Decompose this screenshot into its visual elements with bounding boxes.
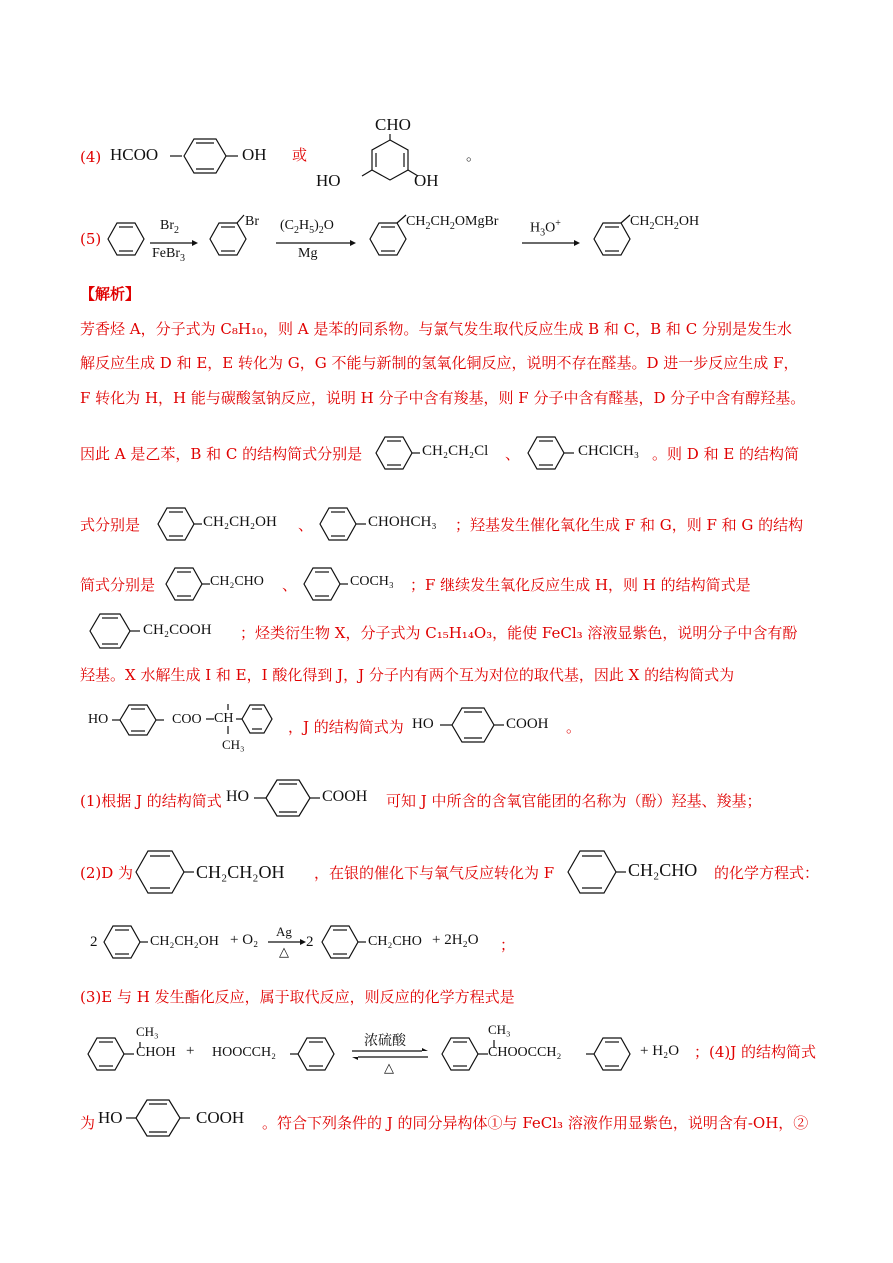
eq3-ring-2 bbox=[290, 1036, 338, 1074]
eq2-coef-1: 2 bbox=[90, 934, 98, 950]
answer-4-benzene-ring-1 bbox=[170, 134, 250, 178]
eq3-hoocch2: HOOCCH₂ bbox=[212, 1045, 276, 1060]
q4-ring bbox=[126, 1098, 206, 1140]
eq2-end: ； bbox=[500, 936, 516, 954]
eq2-heat: △ bbox=[279, 944, 289, 959]
structure-d-ring bbox=[156, 506, 200, 544]
structure-x-ch: CH bbox=[214, 711, 234, 726]
structure-d-chain: CH₂CH₂OH bbox=[203, 514, 277, 530]
bromo-label: Br bbox=[245, 214, 259, 229]
q4-text-b: 。符合下列条件的 J 的同分异构体①与 FeCl₃ 溶液作用显紫色，说明含有-OH，② bbox=[262, 1114, 809, 1132]
structure-x-ch3: CH₃ bbox=[222, 737, 245, 752]
structure-j-ring bbox=[440, 706, 516, 746]
eq2-plus-water: + 2H₂O bbox=[432, 932, 479, 948]
reagent-h3o: $H_3O^+$ bbox=[530, 218, 561, 239]
eq3-ch3-2: CH₃ bbox=[488, 1022, 511, 1037]
analysis-title: 【解析】 bbox=[80, 285, 141, 303]
analysis-line-2: 解反应生成 D 和 E，E 转化为 G，G 不能与新制的氢氧化铜反应，说明不存在醛基。D 进一步反应生成 F， bbox=[80, 354, 799, 372]
q2-text-b: ，在银的催化下与氧气反应转化为 F bbox=[314, 864, 555, 882]
structure-x-coo: COO bbox=[172, 712, 202, 727]
structure-g-ring bbox=[302, 566, 346, 604]
analysis-sep-2: 、 bbox=[298, 516, 314, 534]
q4-text-a: 为 bbox=[80, 1114, 96, 1132]
analysis-line-5a: 式分别是 bbox=[80, 516, 141, 534]
analysis-line-4e: 。则 D 和 E 的结构简 bbox=[652, 445, 800, 463]
eq3-equilibrium-arrow bbox=[352, 1048, 428, 1060]
q1-text-a: (1)根据 J 的结构简式 bbox=[80, 792, 222, 810]
q2-text-c: 的化学方程式： bbox=[714, 864, 820, 882]
structure-f-chain: CH₂CHO bbox=[210, 574, 264, 589]
eq3-plus-water: + H₂O bbox=[640, 1043, 680, 1059]
bromobenzene-ring bbox=[206, 221, 246, 259]
answer-4-oh-2: OH bbox=[414, 171, 439, 190]
analysis-line-3: F 转化为 H，H 能与碳酸氢钠反应，说明 H 分子中含有羧基，则 F 分子中含有醛基，D 分子中含有醇羟基。 bbox=[80, 389, 806, 407]
structure-e-chain: CHOHCH₃ bbox=[368, 514, 437, 530]
structure-j-cooh: COOH bbox=[506, 716, 549, 732]
eq3-condition: 浓硫酸 bbox=[364, 1034, 406, 1049]
eq3-chooc: CHOOCCH₂ bbox=[488, 1045, 562, 1060]
eq2-product-chain: CH₂CHO bbox=[368, 934, 422, 949]
answer-4-formula-left: HCOO bbox=[110, 145, 159, 164]
q4-cooh: COOH bbox=[196, 1108, 245, 1127]
analysis-line-1: 芳香烃 A，分子式为 C₈H₁₀，则 A 是苯的同系物。与氯气发生取代反应生成 B 和 C，B 和 C 分别是发生水 bbox=[80, 320, 792, 338]
analysis-line-5e: ；羟基发生催化氧化生成 F 和 G，则 F 和 G 的结构 bbox=[455, 516, 804, 534]
q3-text-a: (3)E 与 H 发生酯化反应，属于取代反应，则反应的化学方程式是 bbox=[80, 988, 515, 1006]
structure-c-ring bbox=[526, 435, 570, 473]
q2-d-ring bbox=[134, 848, 196, 898]
reagent-ether: $(C_2H_5)_2O$ bbox=[280, 218, 334, 236]
answer-4-end: 。 bbox=[466, 148, 482, 164]
structure-c-chain: CHClCH₃ bbox=[578, 443, 640, 459]
structure-j-ho: HO bbox=[412, 716, 434, 732]
analysis-line-9h: 。 bbox=[566, 718, 582, 736]
answer-4-oh-1: OH bbox=[242, 145, 267, 164]
eq3-plus-1: + bbox=[186, 1043, 195, 1059]
eq3-choh: CHOH bbox=[136, 1045, 176, 1060]
analysis-sep-3: 、 bbox=[282, 576, 298, 594]
answer-4-ho: HO bbox=[316, 171, 341, 190]
q2-text-a: (2)D 为 bbox=[80, 864, 134, 882]
q1-ho: HO bbox=[226, 788, 250, 805]
eq2-ring-1 bbox=[102, 924, 148, 962]
structure-e-ring bbox=[318, 506, 362, 544]
reagent-mg: Mg bbox=[298, 246, 318, 261]
analysis-line-8: 羟基。X 水解生成 I 和 E，I 酸化得到 J，J 分子内有两个互为对位的取代基，因此 X 的结构简式为 bbox=[80, 666, 735, 684]
answer-4-number: (4) bbox=[80, 148, 102, 166]
eq2-ring-2 bbox=[320, 924, 366, 962]
grignard-product-chain: $CH_2CH_2OMgBr$ bbox=[406, 214, 499, 232]
arrow-3 bbox=[522, 239, 580, 247]
q4-ho: HO bbox=[98, 1108, 123, 1127]
structure-h-ring bbox=[88, 612, 136, 652]
analysis-sep-1: 、 bbox=[505, 445, 521, 463]
reagent-febr3: FeBr$_3$ bbox=[152, 246, 185, 264]
structure-b-chain: CH₂CH₂Cl bbox=[422, 443, 489, 459]
structure-x-ring-1 bbox=[112, 703, 172, 739]
final-product-chain: $CH_2CH_2OH$ bbox=[630, 214, 700, 232]
q1-cooh: COOH bbox=[322, 788, 368, 805]
analysis-line-6a: 简式分别是 bbox=[80, 576, 156, 594]
q4-intro: ；(4)J 的结构简式 bbox=[694, 1043, 817, 1061]
answer-5-number: (5) bbox=[80, 230, 102, 248]
eq3-ring-4 bbox=[586, 1036, 638, 1074]
q2-d-chain: CH₂CH₂OH bbox=[196, 862, 285, 882]
structure-f-ring bbox=[164, 566, 208, 604]
q2-f-ring bbox=[566, 848, 628, 898]
structure-b-ring bbox=[374, 435, 418, 473]
structure-h-chain: CH₂COOH bbox=[143, 622, 212, 638]
structure-g-chain: COCH₃ bbox=[350, 574, 394, 589]
eq2-coef-2: 2 bbox=[306, 934, 314, 950]
analysis-line-4a: 因此 A 是乙苯，B 和 C 的结构简式分别是 bbox=[80, 445, 363, 463]
structure-x-ho: HO bbox=[88, 712, 109, 727]
benzene-start bbox=[104, 221, 144, 259]
eq2-reactant-chain: CH₂CH₂OH bbox=[150, 934, 219, 949]
analysis-line-9e: ，J 的结构简式为 bbox=[288, 718, 404, 736]
answer-4-or: 或 bbox=[292, 146, 308, 164]
q2-f-chain: CH₂CHO bbox=[628, 860, 698, 880]
eq2-plus-o2: + O₂ bbox=[230, 932, 259, 948]
eq3-heat: △ bbox=[384, 1060, 394, 1075]
eq3-ch3-1: CH₃ bbox=[136, 1024, 159, 1039]
eq2-catalyst: Ag bbox=[276, 924, 292, 939]
q1-text-b: 可知 J 中所含的含氧官能团的名称为（酚）羟基、羧基； bbox=[386, 792, 762, 810]
analysis-line-6e: ；F 继续发生氧化反应生成 H，则 H 的结构简式是 bbox=[410, 576, 751, 594]
answer-4-cho: CHO bbox=[375, 115, 411, 134]
reagent-br2: $Br_2$ bbox=[160, 218, 179, 236]
analysis-line-7c: ；烃类衍生物 X，分子式为 C₁₅H₁₄O₃，能使 FeCl₃ 溶液显紫色，说明分子中含有酚 bbox=[240, 624, 798, 642]
